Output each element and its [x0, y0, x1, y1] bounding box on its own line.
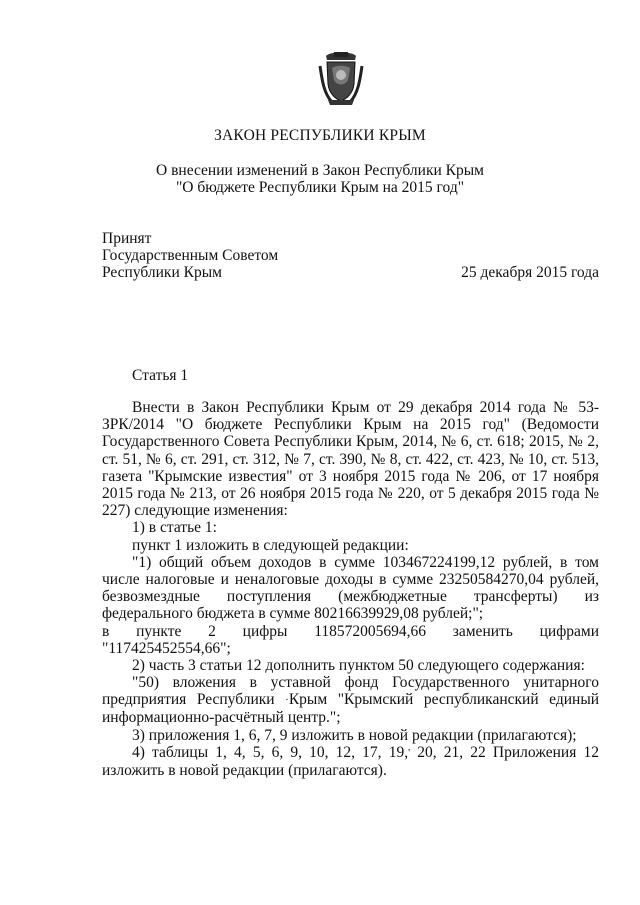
item-2-text-a: "50) вложения в уставной фонд Государственного унитарного предприятия Республики	[102, 674, 599, 709]
item-1-replace: в пункте 2 цифры 118572005694,66 заменить цифрами	[102, 622, 599, 640]
document-subtitle-line2: "О бюджете Республики Крым на 2015 год"	[175, 179, 465, 196]
adopted-line1: Принят	[102, 230, 152, 247]
item-1-text: "1) общий объем доходов в сумме 103467224199,12 рублей, в том числе налоговые и неналоговые доходы в сумме 23250584270,04 рублей, безвозмездные поступления (межбюджетные трансферты) из федерального бюджета в сумме 80216639929,08 рублей;";	[102, 553, 599, 623]
adoption-block	[102, 230, 278, 281]
crimea-coat-of-arms-icon	[318, 50, 364, 106]
article-heading: Статья 1	[132, 367, 189, 384]
document-title: ЗАКОН РЕСПУБЛИКИ КРЫМ	[214, 127, 426, 144]
article-intro: Внести в Закон Республики Крым от 29 декабря 2014 года № 53-ЗРК/2014 "О бюджете Республики Крым на 2015 год" (Ведомости Государственного Совета Республики Крым, 2014, № 6, ст. 618; 2015, № 2, ст. 51, № 6, ст. 291, ст. 312, № 7, ст. 390, № 8, ст. 422, ст. 423, № 10, ст. 513, газета "Крымские известия" от 3 ноября 2015 года № 206, от 17 ноября 2015 года № 213, от 26 ноября 2015 года № 220, от 5 декабря 2015 года № 227) следующие изменения:	[102, 399, 599, 520]
adopted-line3: Республики Крым	[102, 264, 222, 281]
item-2-text-b: Крым "Крымский республиканский единый информационно-расчётный центр.";	[102, 691, 600, 727]
ink-mark: ·	[285, 694, 289, 707]
item-1-point: пункт 1 изложить в следующей редакции:	[132, 536, 409, 554]
item-4	[102, 744, 599, 779]
item-2: 2) часть 3 статьи 12 дополнить пунктом 50 следующего содержания:	[132, 657, 585, 675]
adoption-date: 25 декабря 2015 года	[461, 264, 599, 281]
article-body	[102, 399, 599, 779]
ink-mark: '	[408, 746, 411, 759]
item-2-text	[102, 674, 599, 726]
item-1: 1) в статье 1:	[132, 519, 217, 537]
item-1-replace-cont: "117425452554,66";	[102, 639, 231, 657]
adopted-line2: Государственным Советом	[102, 247, 279, 264]
item-4-b: 20, 21, 22 Приложения 12 изложить в новой редакции (прилагаются).	[102, 743, 599, 779]
item-3: 3) приложения 1, 6, 7, 9 изложить в новой редакции (прилагаются);	[132, 726, 577, 744]
document-subtitle-line1: О внесении изменений в Закон Республики Крым	[156, 162, 484, 179]
item-4-a: 4) таблицы 1, 4, 5, 6, 9, 10, 12, 17, 19,	[132, 743, 409, 761]
